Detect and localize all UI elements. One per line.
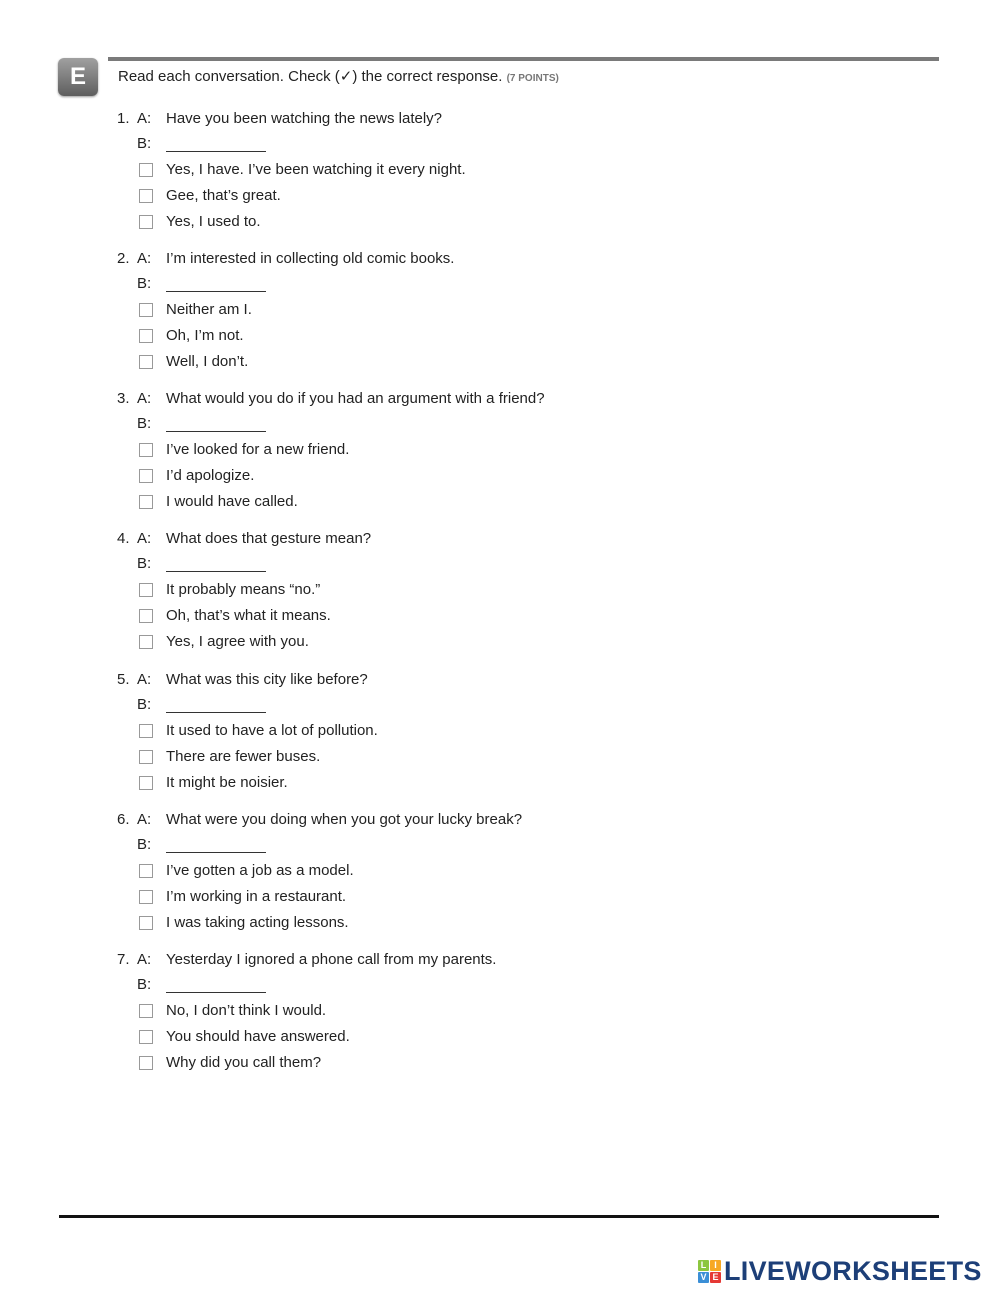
speaker-a-label: A: [137,390,152,407]
option-checkbox[interactable] [139,329,153,343]
option-text: Well, I don’t. [166,353,249,370]
speaker-b-label: B: [137,836,152,853]
option-text: Oh, I’m not. [166,327,244,344]
option-text: There are fewer buses. [166,748,321,765]
option-text: You should have answered. [166,1028,350,1045]
option-text: No, I don’t think I would. [166,1002,327,1019]
answer-blank [166,136,266,152]
option-text: Yes, I agree with you. [166,633,309,650]
option-checkbox[interactable] [139,583,153,597]
option-text: Oh, that’s what it means. [166,607,331,624]
option-checkbox[interactable] [139,443,153,457]
option-text: I’m working in a restaurant. [166,888,347,905]
option-checkbox[interactable] [139,864,153,878]
option-checkbox[interactable] [139,215,153,229]
logo-tile: E [710,1272,721,1283]
section-badge: E [58,58,98,96]
option-text: I’ve looked for a new friend. [166,441,350,458]
question-prompt: Yesterday I ignored a phone call from my parents. [166,951,497,968]
option-checkbox[interactable] [139,750,153,764]
option-checkbox[interactable] [139,1004,153,1018]
speaker-a-label: A: [137,811,152,828]
option-text: I’ve gotten a job as a model. [166,862,354,879]
question-number: 3. [117,390,130,407]
speaker-a-label: A: [137,951,152,968]
answer-blank [166,697,266,713]
answer-blank [166,276,266,292]
speaker-b-label: B: [137,976,152,993]
option-text: I was taking acting lessons. [166,914,349,931]
question-prompt: Have you been watching the news lately? [166,110,443,127]
option-checkbox[interactable] [139,303,153,317]
top-rule [108,57,939,61]
option-checkbox[interactable] [139,724,153,738]
option-checkbox[interactable] [139,1056,153,1070]
option-checkbox[interactable] [139,776,153,790]
option-checkbox[interactable] [139,916,153,930]
logo-tile: V [698,1272,709,1283]
instructions-text: Read each conversation. Check (✓) the correct response. [118,68,503,85]
speaker-b-label: B: [137,696,152,713]
question-number: 6. [117,811,130,828]
question-prompt: What does that gesture mean? [166,530,372,547]
question-number: 1. [117,110,130,127]
question-number: 5. [117,671,130,688]
answer-blank [166,837,266,853]
question-prompt: What were you doing when you got your lucky break? [166,811,523,828]
question-prompt: I’m interested in collecting old comic books. [166,250,455,267]
logo-text: LIVEWORKSHEETS [724,1255,982,1286]
option-checkbox[interactable] [139,635,153,649]
option-checkbox[interactable] [139,890,153,904]
option-checkbox[interactable] [139,495,153,509]
speaker-b-label: B: [137,135,152,152]
speaker-a-label: A: [137,110,152,127]
instructions [118,67,559,85]
speaker-a-label: A: [137,250,152,267]
question-number: 2. [117,250,130,267]
logo-tile: I [710,1260,721,1271]
speaker-a-label: A: [137,671,152,688]
answer-blank [166,416,266,432]
question-prompt: What was this city like before? [166,671,368,688]
option-text: I’d apologize. [166,467,255,484]
logo-tile: L [698,1260,709,1271]
option-text: Why did you call them? [166,1054,322,1071]
option-checkbox[interactable] [139,1030,153,1044]
speaker-b-label: B: [137,275,152,292]
speaker-b-label: B: [137,555,152,572]
logo-icon [698,1260,721,1283]
answer-blank [166,977,266,993]
question-number: 7. [117,951,130,968]
option-text: It probably means “no.” [166,581,321,598]
option-checkbox[interactable] [139,609,153,623]
option-text: Yes, I have. I’ve been watching it every night. [166,161,466,178]
question-number: 4. [117,530,130,547]
option-text: It might be noisier. [166,774,288,791]
bottom-rule [59,1215,939,1218]
option-text: I would have called. [166,493,298,510]
option-checkbox[interactable] [139,163,153,177]
speaker-a-label: A: [137,530,152,547]
liveworksheets-logo [698,1257,982,1285]
option-text: It used to have a lot of pollution. [166,722,378,739]
question-prompt: What would you do if you had an argument with a friend? [166,390,545,407]
points-label: (7 POINTS) [506,73,559,84]
option-checkbox[interactable] [139,355,153,369]
answer-blank [166,556,266,572]
speaker-b-label: B: [137,415,152,432]
option-text: Gee, that’s great. [166,187,281,204]
option-text: Yes, I used to. [166,213,261,230]
option-text: Neither am I. [166,301,252,318]
option-checkbox[interactable] [139,469,153,483]
option-checkbox[interactable] [139,189,153,203]
